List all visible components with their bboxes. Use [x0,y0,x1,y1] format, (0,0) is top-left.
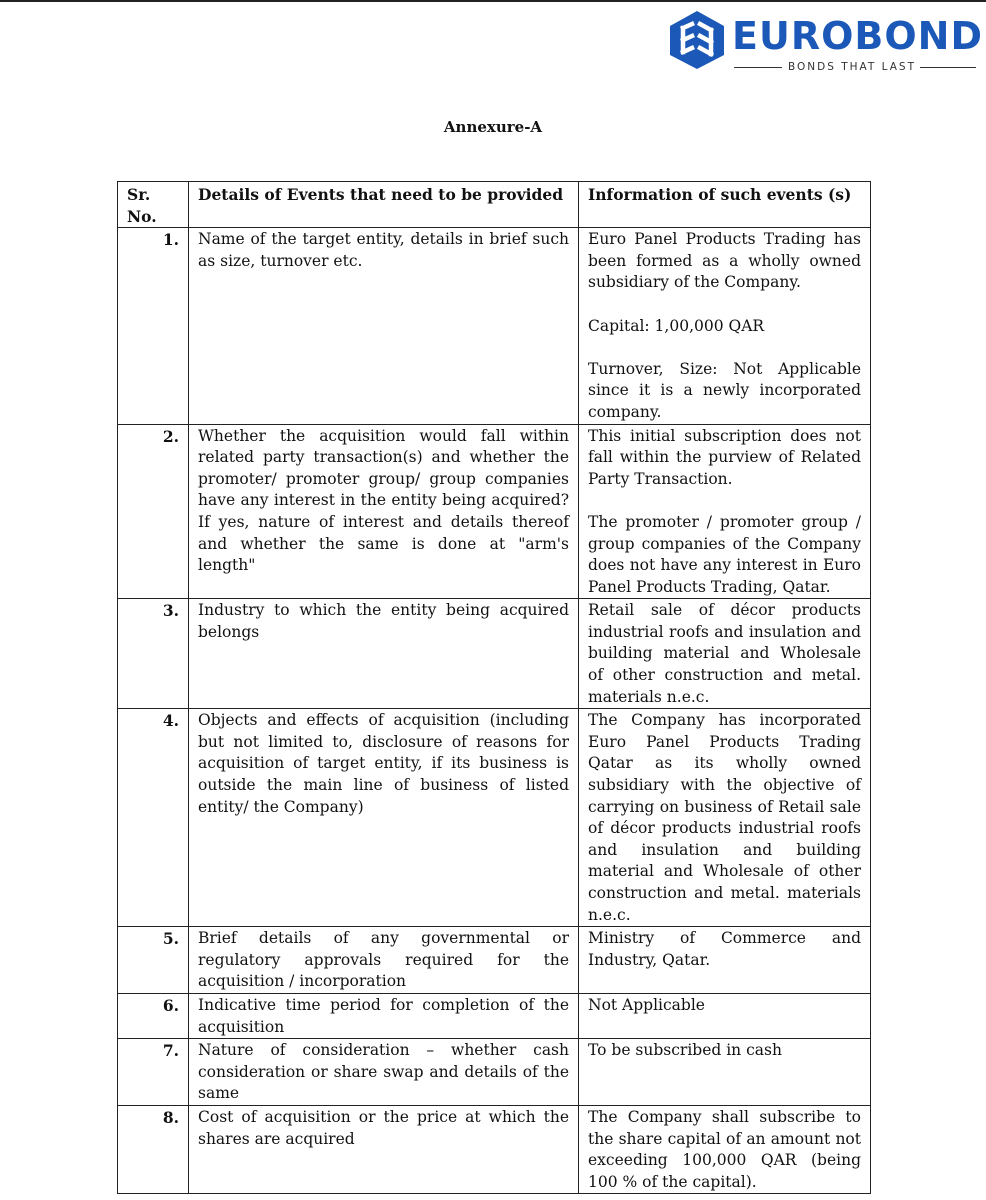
row-sr-no: 8. [118,1105,189,1193]
table-row [118,993,871,1038]
row-details: Indicative time period for completion of the acquisition [189,993,579,1038]
row-details: Industry to which the entity being acquired belongs [189,599,579,709]
header-details: Details of Events that need to be provided [189,182,579,228]
table-row [118,1039,871,1106]
row-information [579,599,871,709]
info-paragraph: Euro Panel Products Trading has been formed as a wholly owned subsidiary of the Company. [588,230,861,292]
row-sr-no: 2. [118,424,189,599]
row-information [579,1105,871,1193]
page-title: Annexure-A [443,118,543,136]
logo-wordmark: EUROBOND [732,14,983,58]
row-sr-no: 7. [118,1039,189,1106]
eurobond-logo-mark-icon [668,10,726,70]
logo-tagline-row [734,60,976,74]
row-details: Brief details of any governmental or regulatory approvals required for the acquisition / incorporation [189,927,579,994]
table-row [118,927,871,994]
row-sr-no: 6. [118,993,189,1038]
row-details: Name of the target entity, details in brief such as size, turnover etc. [189,228,579,424]
row-details: Whether the acquisition would fall within related party transaction(s) and whether the promoter/ promoter group/ group companies have any interest in the entity being acquired? If yes, nature of interest and details thereof and whether the same is done at "arm's length" [189,424,579,599]
row-details: Cost of acquisition or the price at which the shares are acquired [189,1105,579,1193]
row-details: Nature of consideration – whether cash consideration or share swap and details of the same [189,1039,579,1106]
info-paragraph: To be subscribed in cash [588,1041,782,1060]
row-information [579,709,871,927]
annexure-table [117,181,871,1194]
info-paragraph: The Company has incorporated Euro Panel Products Trading Qatar as its wholly owned subsidiary with the objective of carrying on business of Retail sale of décor products industrial roofs and insulation and building material and Wholesale of other construction and metal. materials n.e.c. [588,711,861,924]
info-paragraph: Turnover, Size: Not Applicable since it is a newly incorporated company. [588,359,861,421]
info-paragraph: Not Applicable [588,995,705,1014]
row-details: Objects and effects of acquisition (including but not limited to, disclosure of reasons for acquisition of target entity, if its business is outside the main line of business of listed entity/ the Company) [189,709,579,927]
info-paragraph: The Company shall subscribe to the share capital of an amount not exceeding 100,000 QAR (being 100 % of the capital). [588,1107,861,1191]
row-information [579,228,871,424]
row-sr-no: 4. [118,709,189,927]
row-information [579,424,871,599]
row-sr-no: 5. [118,927,189,994]
row-information [579,927,871,994]
info-paragraph: Retail sale of décor products industrial roofs and insulation and building material and Wholesale of other construction and metal. materials n.e.c. [588,601,861,706]
row-information [579,993,871,1038]
tagline-right-rule [920,67,976,68]
table-row [118,599,871,709]
tagline-left-rule [734,67,782,68]
header-sr-no: Sr. No. [118,182,189,228]
eurobond-logo [668,10,983,74]
header-information: Information of such events (s) [579,182,871,228]
table-row [118,709,871,927]
table-row [118,228,871,424]
row-information [579,1039,871,1106]
info-paragraph: The promoter / promoter group / group companies of the Company does not have any interest in Euro Panel Products Trading, Qatar. [588,512,861,596]
row-sr-no: 1. [118,228,189,424]
info-paragraph: This initial subscription does not fall within the purview of Related Party Transaction. [588,426,861,488]
logo-tagline: BONDS THAT LAST [788,61,917,73]
info-paragraph: Capital: 1,00,000 QAR [588,316,765,335]
top-border-line [0,0,986,2]
table-row [118,1105,871,1193]
info-paragraph: Ministry of Commerce and Industry, Qatar. [588,929,861,969]
table-row [118,424,871,599]
table-header-row [118,182,871,228]
row-sr-no: 3. [118,599,189,709]
